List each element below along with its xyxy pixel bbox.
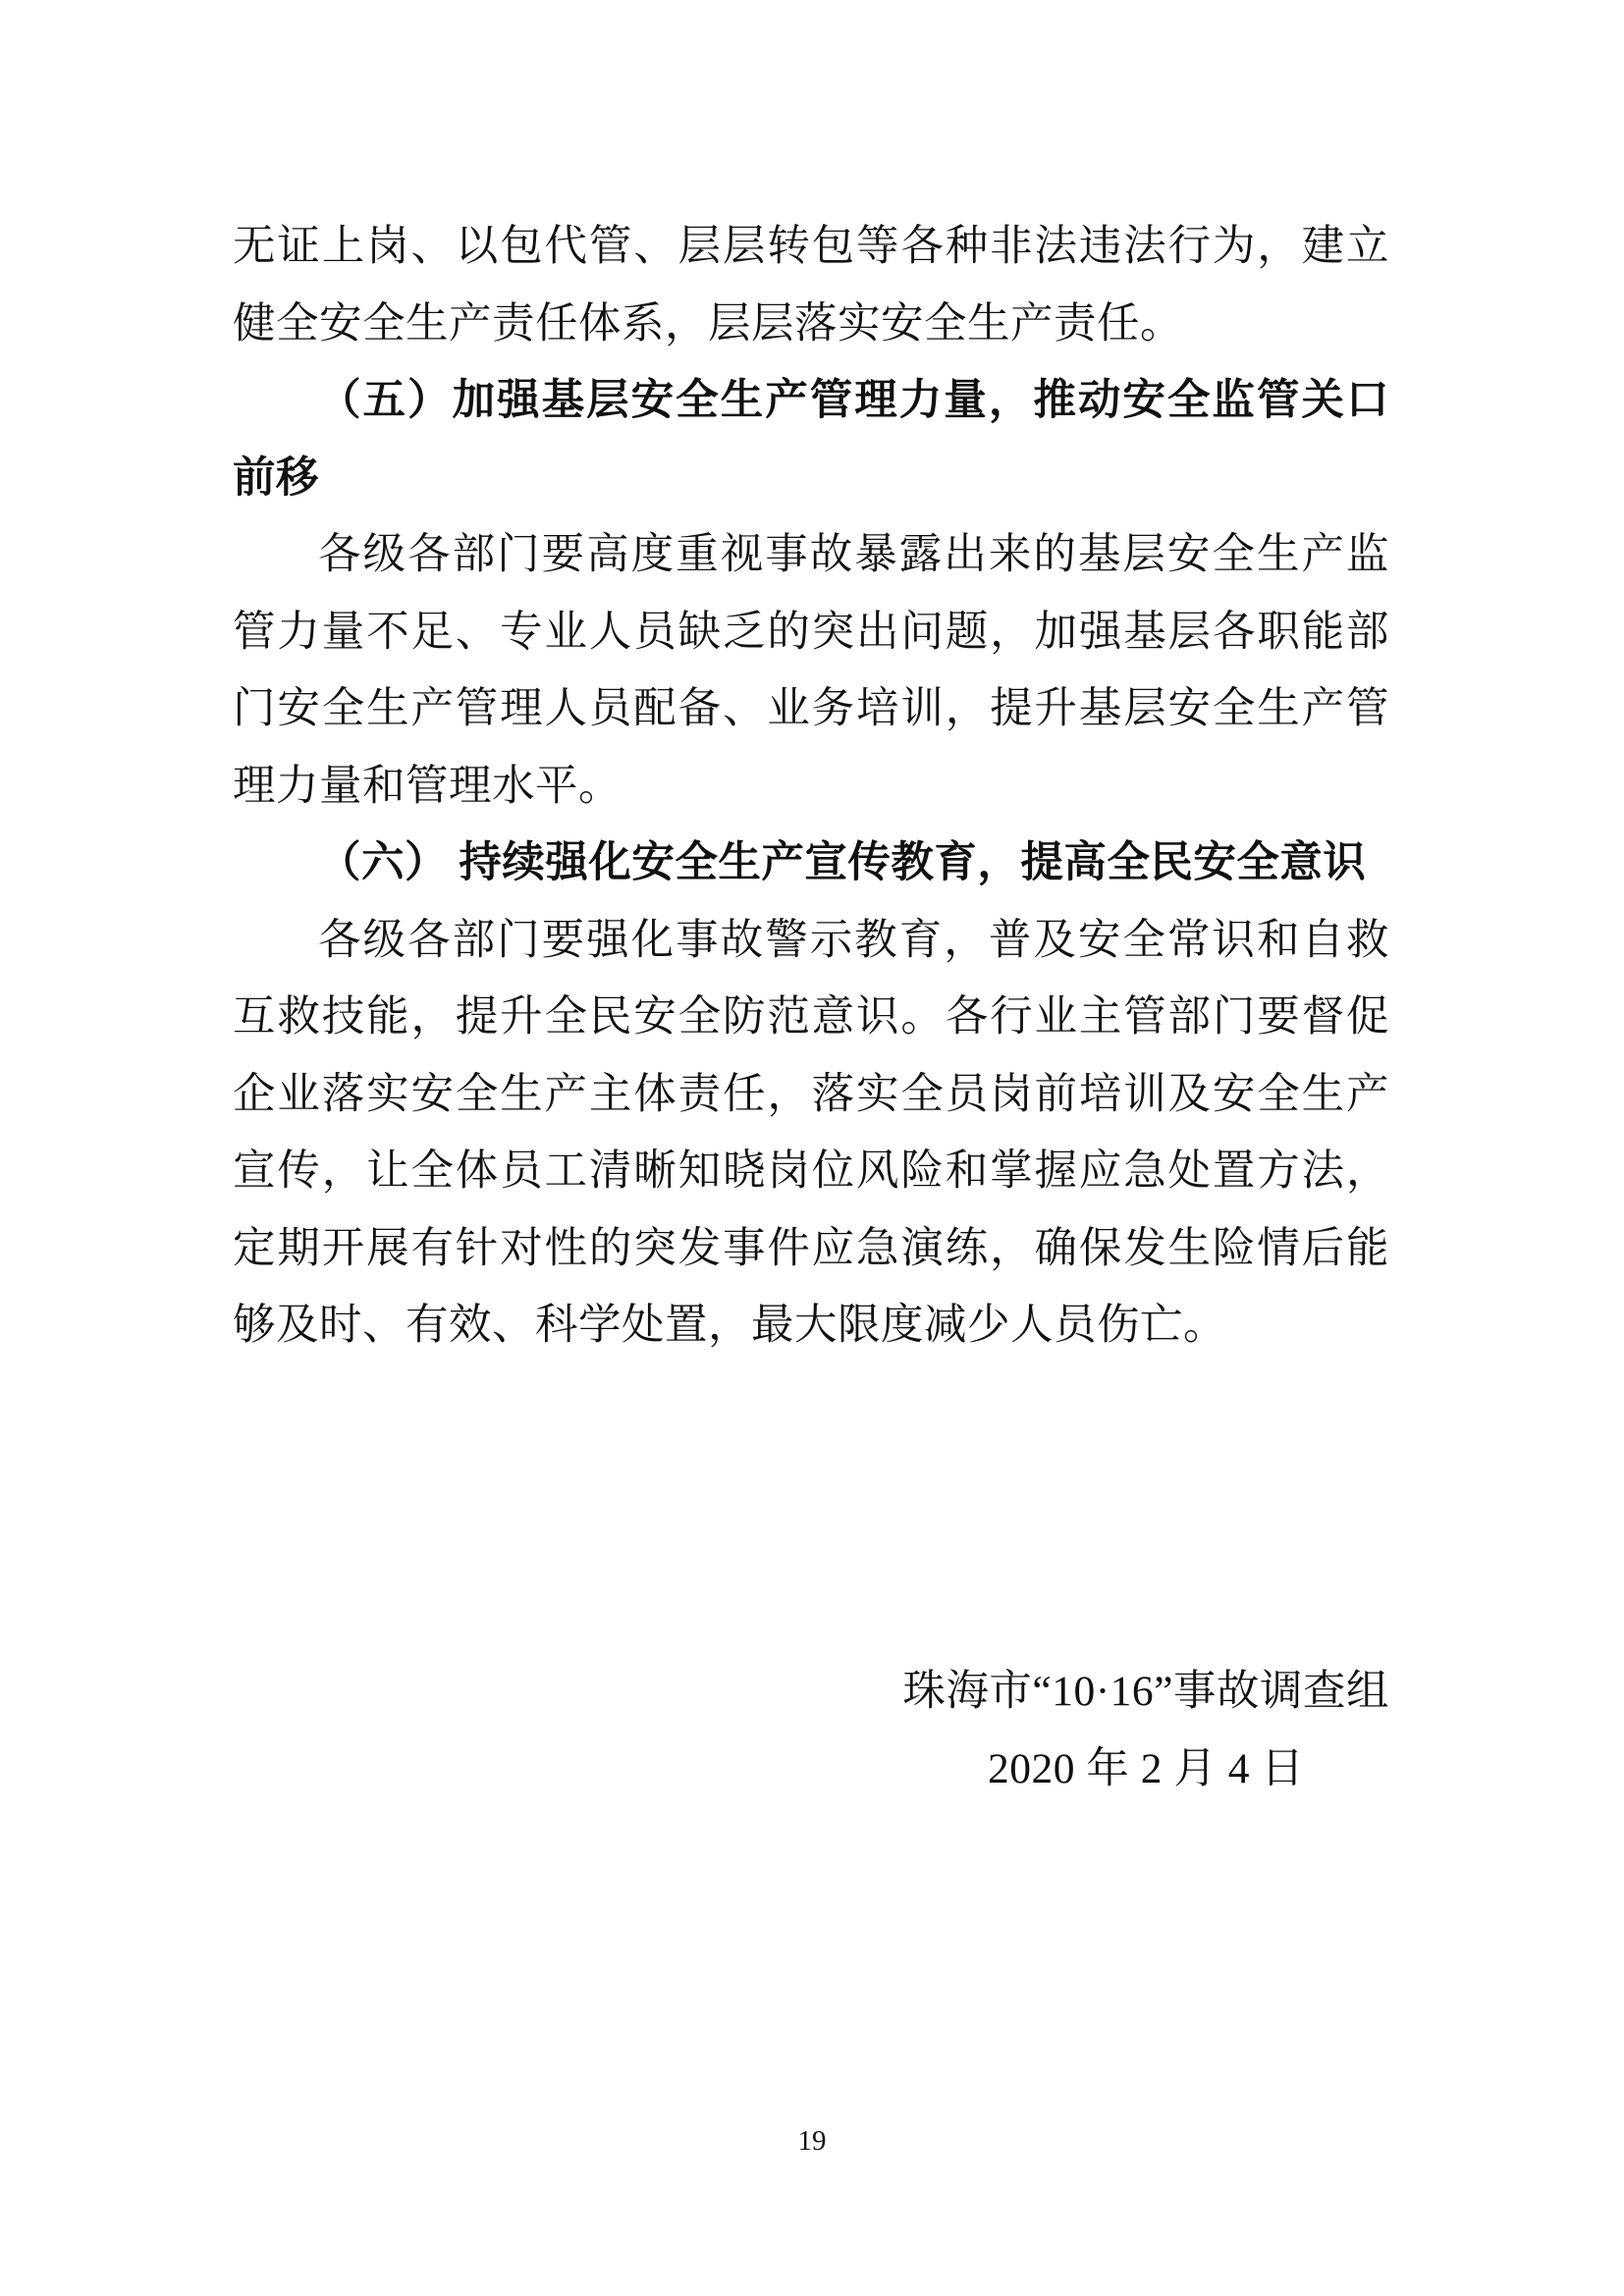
section-6-heading: （六） 持续强化安全生产宣传教育，提高全民安全意识	[318, 839, 1367, 886]
section-6-paragraph: 各级各部门要强化事故警示教育，普及安全常识和自救互救技能，提升全民安全防范意识。各行业主管部门要督促企业落实安全生产主体责任，落实全员岗前培训及安全生产宣传，让全体员工清晰知晓岗位风险和掌握应急处置方法，定期开展有针对性的突发事件应急演练，确保发生险情后能够及时、有效、科学处置，最大限度减少人员伤亡。	[233, 916, 1389, 1349]
signature-date: 2020 年 2 月 4 日	[988, 1745, 1305, 1792]
signature-block	[902, 1653, 1389, 1808]
page-number: 19	[797, 2125, 827, 2157]
signature-organization: 珠海市“10·16”事故调查组	[902, 1668, 1389, 1715]
section-5-paragraph: 各级各部门要高度重视事故暴露出来的基层安全生产监管力量不足、专业人员缺乏的突出问题，加强基层各职能部门安全生产管理人员配备、业务培训，提升基层安全生产管理力量和管理水平。	[233, 531, 1389, 810]
document-body	[233, 208, 1389, 1364]
paragraph-continuation: 无证上岗、以包代管、层层转包等各种非法违法行为，建立健全安全生产责任体系，层层落实安全生产责任。	[233, 223, 1389, 347]
section-5-heading: （五）加强基层安全生产管理力量，推动安全监管关口前移	[233, 377, 1389, 502]
